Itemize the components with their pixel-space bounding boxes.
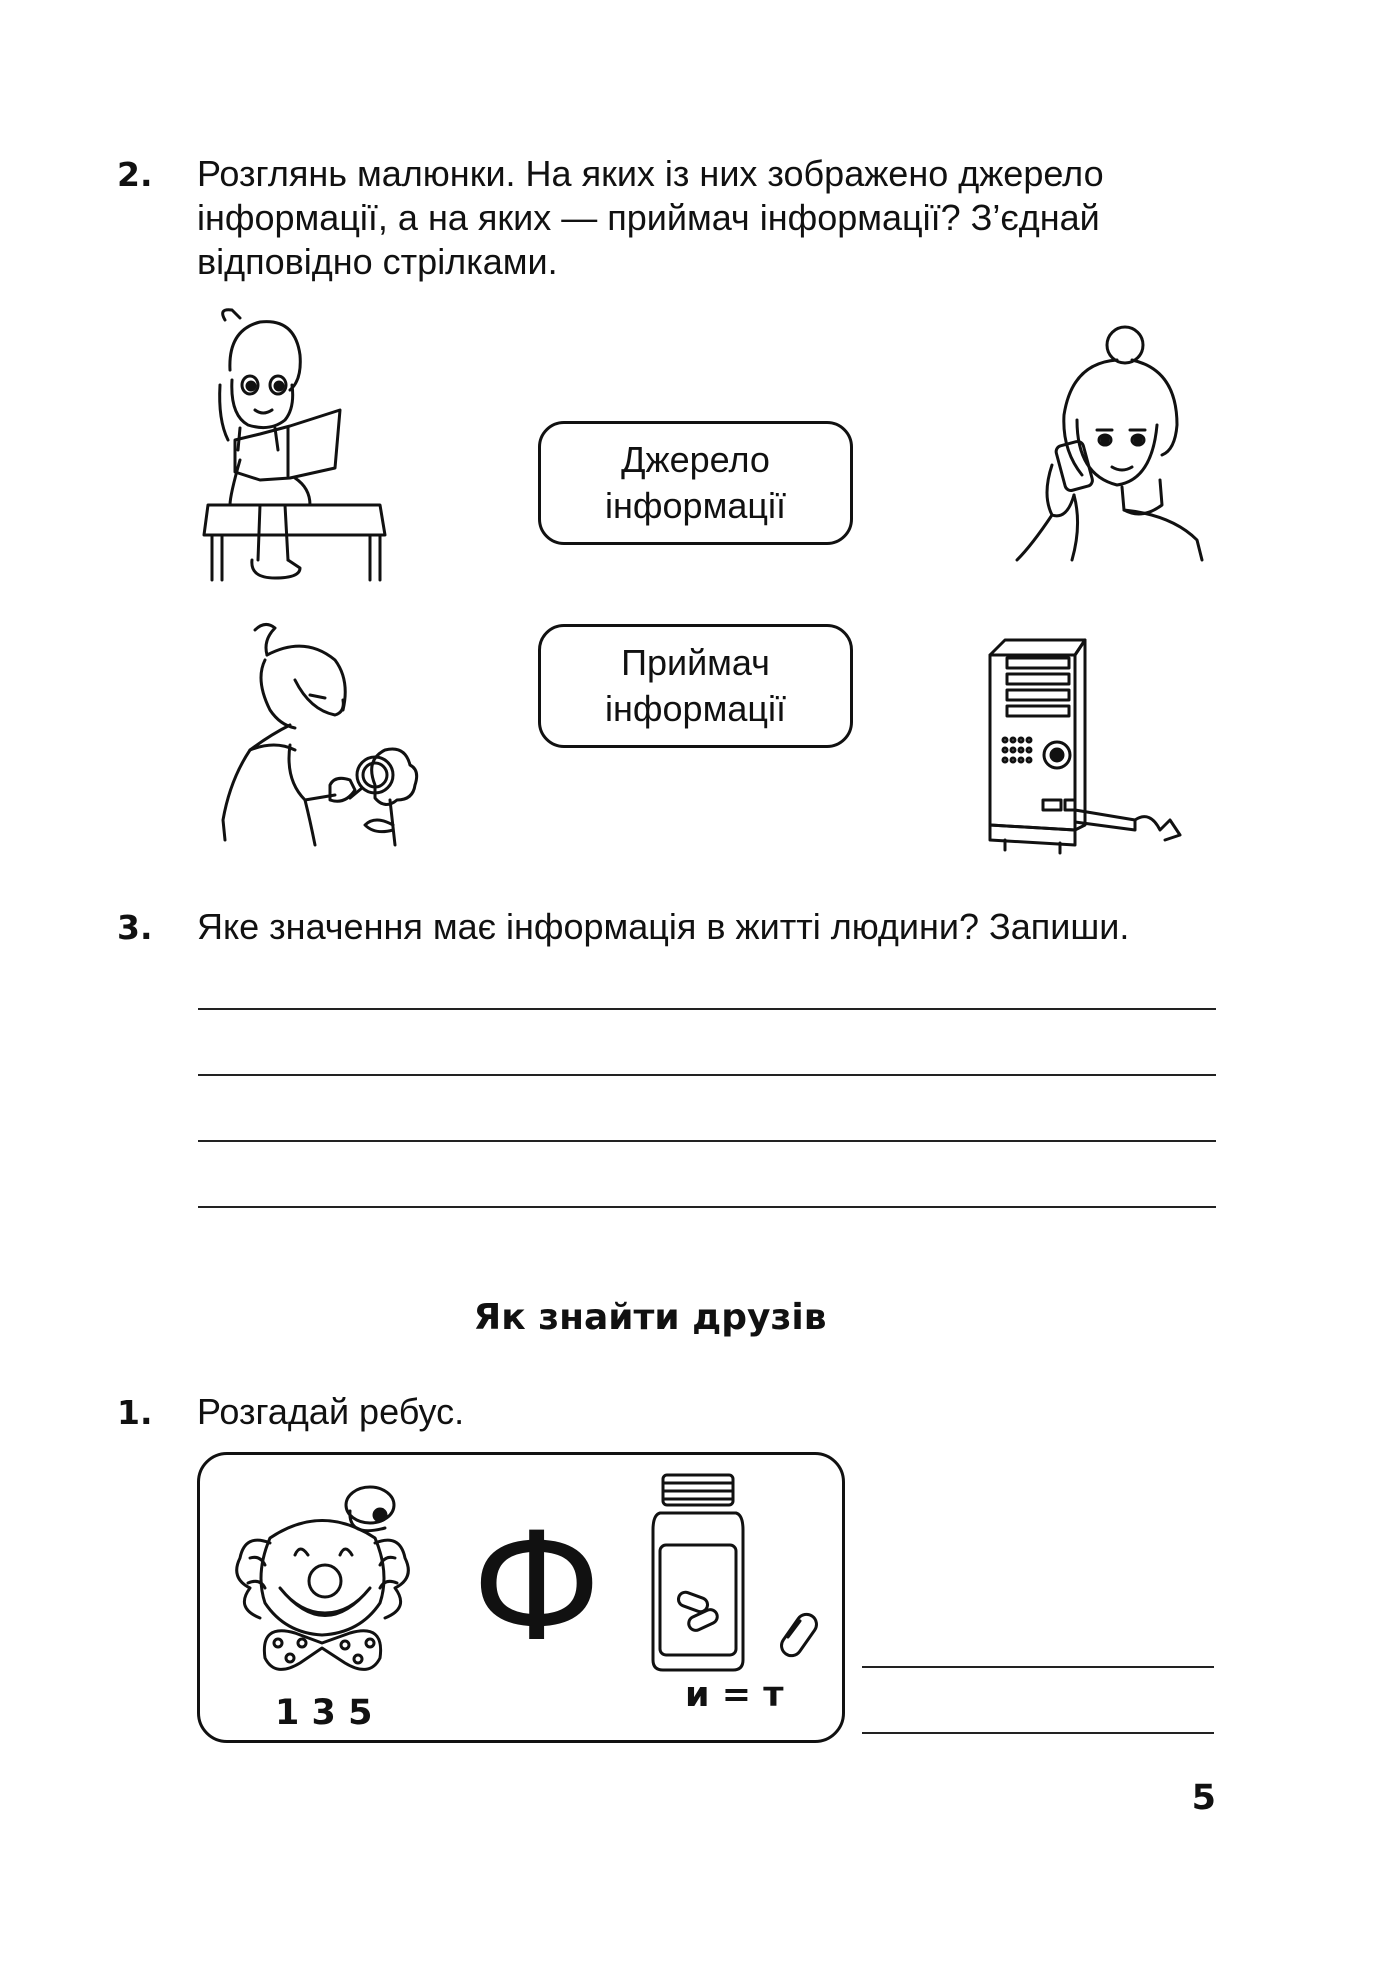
girl-magnifier-flower-icon[interactable] <box>215 620 445 850</box>
page-number: 5 <box>1191 1778 1216 1818</box>
rebus-answer-line[interactable] <box>862 1732 1214 1734</box>
pill-bottle-icon <box>648 1475 838 1680</box>
source-of-information-box[interactable] <box>538 421 853 545</box>
source-box-line-2: інформації <box>605 485 786 526</box>
task-1-text: Розгадай ребус. <box>197 1391 465 1432</box>
receiver-of-information-box[interactable] <box>538 624 853 748</box>
girl-reading-book-icon[interactable] <box>200 310 390 590</box>
task-3-text: Яке значення має інформація в житті людини? Запиши. <box>197 906 1130 947</box>
task-2-line: інформації, а на яких — приймач інформації? З’єднай <box>197 197 1100 238</box>
clown-icon <box>230 1483 415 1683</box>
task-2-line: відповідно стрілками. <box>197 241 558 282</box>
woman-talking-phone-icon[interactable] <box>1012 325 1207 565</box>
task-2-number: 2. <box>117 155 153 194</box>
task-1-number: 1. <box>117 1393 153 1432</box>
computer-tower-usb-icon[interactable] <box>985 640 1195 855</box>
rebus-letter: Ф <box>472 1501 602 1675</box>
answer-line[interactable] <box>198 1140 1216 1142</box>
task-3-number: 3. <box>117 908 153 947</box>
rebus-answer-line[interactable] <box>862 1666 1214 1668</box>
answer-line[interactable] <box>198 1206 1216 1208</box>
receiver-box-line-2: інформації <box>605 688 786 729</box>
task-2-line: Розглянь малюнки. На яких із них зображено джерело <box>197 153 1104 194</box>
rebus-rule: и = т <box>685 1675 784 1715</box>
source-box-line-1: Джерело <box>621 439 770 480</box>
section-title: Як знайти друзів <box>473 1297 827 1338</box>
rebus-card <box>197 1452 845 1743</box>
receiver-box-line-1: Приймач <box>621 642 770 683</box>
answer-line[interactable] <box>198 1008 1216 1010</box>
clown-digits: 1 3 5 <box>275 1693 373 1733</box>
task-2-text <box>197 152 1215 284</box>
answer-line[interactable] <box>198 1074 1216 1076</box>
